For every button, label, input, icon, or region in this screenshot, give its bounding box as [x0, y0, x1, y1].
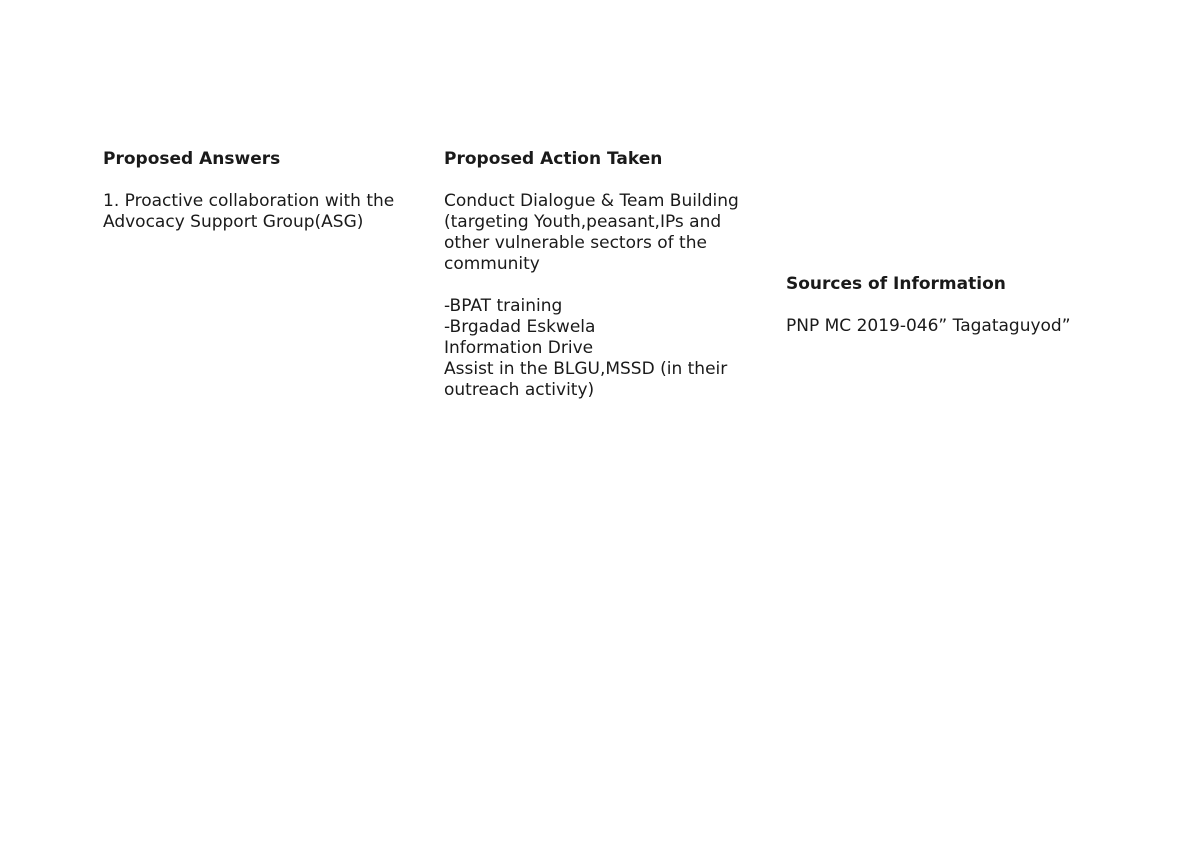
sources-heading: Sources of Information [786, 274, 1006, 294]
spacer [103, 170, 423, 191]
action-paragraph-dialogue [444, 191, 764, 275]
spacer [444, 275, 764, 296]
action-line: -BPAT training [444, 296, 563, 316]
proposed-action-heading: Proposed Action Taken [444, 149, 663, 169]
action-line: (targeting Youth,peasant,IPs and [444, 212, 722, 232]
sources-of-information-column [786, 274, 1166, 337]
action-line: outreach activity) [444, 380, 595, 400]
spacer [444, 170, 764, 191]
spacer [786, 295, 1166, 316]
proposed-answer-item [103, 191, 423, 233]
proposed-answers-heading: Proposed Answers [103, 149, 281, 169]
answer-line: Advocacy Support Group(ASG) [103, 212, 364, 232]
proposed-answers-column [103, 149, 423, 233]
answer-line: 1. Proactive collaboration with the [103, 191, 395, 211]
source-line: PNP MC 2019-046” Tagataguyod” [786, 316, 1071, 336]
action-paragraph-activities [444, 296, 764, 401]
action-line: Assist in the BLGU,MSSD (in their [444, 359, 728, 379]
source-item [786, 316, 1166, 337]
action-line: community [444, 254, 540, 274]
action-line: Information Drive [444, 338, 594, 358]
action-line: other vulnerable sectors of the [444, 233, 707, 253]
action-line: Conduct Dialogue & Team Building [444, 191, 739, 211]
action-line: -Brgadad Eskwela [444, 317, 596, 337]
proposed-action-column [444, 149, 764, 401]
